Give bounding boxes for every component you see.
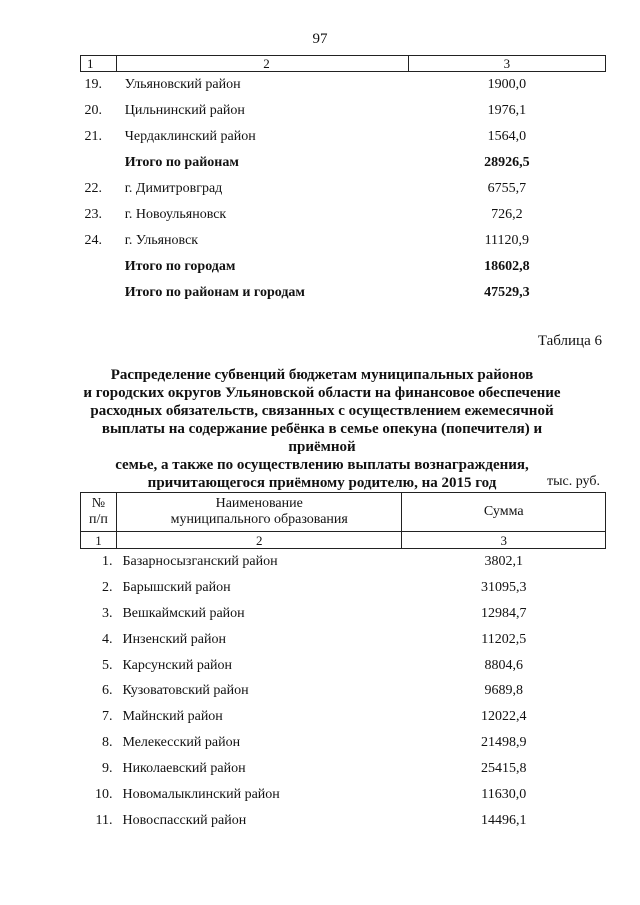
table-row [81, 228, 606, 254]
row-sum: 14496,1 [480, 812, 527, 828]
table-subheader-row [81, 532, 606, 549]
row-sum: 726,2 [491, 207, 523, 222]
table-row [81, 98, 606, 124]
row-name: Базарносызганский район [122, 553, 278, 569]
row-name: г. Димитровград [124, 181, 223, 196]
table-row [81, 653, 606, 679]
row-name: Вешкаймский район [122, 605, 245, 621]
row-sum: 28926,5 [484, 155, 530, 170]
subheader-col-1: 1 [81, 532, 117, 549]
row-sum: 12022,4 [480, 709, 527, 725]
total-row [81, 280, 606, 306]
row-sum: 21498,9 [480, 735, 527, 751]
row-sum: 3802,1 [484, 553, 523, 569]
row-name: Итого по городам [124, 259, 236, 274]
row-sum: 6755,7 [487, 181, 527, 196]
table-row [81, 124, 606, 150]
row-number: 8. [101, 735, 113, 751]
row-name: Майнский район [122, 709, 223, 725]
row-number: 7. [101, 709, 113, 725]
row-number [81, 150, 117, 176]
row-name: Чердаклинский район [124, 129, 256, 144]
row-sum: 1976,1 [487, 103, 527, 118]
table-row [81, 704, 606, 730]
table-row [81, 575, 606, 601]
table-row [81, 601, 606, 627]
row-number: 5. [101, 657, 113, 673]
row-number: 22. [84, 181, 102, 196]
table-caption: Таблица 6 [537, 333, 602, 349]
row-sum: 11120,9 [484, 233, 530, 248]
row-name: Ульяновский район [124, 77, 241, 92]
row-number: 19. [84, 77, 102, 92]
table-row [81, 808, 606, 834]
row-name: Николаевский район [122, 761, 246, 777]
row-name: Итого по районам и городам [124, 285, 305, 300]
row-name: Кузоватовский район [122, 683, 249, 699]
row-number: 24. [84, 233, 102, 248]
row-name: Цильнинский район [124, 103, 245, 118]
row-name: Итого по районам [124, 155, 239, 170]
table-row [81, 549, 606, 575]
header-num [81, 493, 117, 532]
row-number: 2. [101, 579, 113, 595]
title-line: семье, а также по осуществлению выплаты вознаграждения, [115, 457, 529, 473]
title-line: выплаты на содержание ребёнка в семье опекуна (попечителя) и приёмной [101, 421, 543, 455]
table-continued [80, 55, 606, 306]
title-line: причитающегося приёмному родителю, на 2015 год [147, 475, 497, 491]
table-row [81, 176, 606, 202]
header-col-2: 2 [117, 56, 408, 72]
row-number: 4. [101, 631, 113, 647]
header-col-3: 3 [408, 56, 605, 72]
header-sum: Сумма [402, 493, 606, 532]
row-sum: 47529,3 [484, 285, 530, 300]
subheader-col-2: 2 [116, 532, 402, 549]
row-number: 3. [101, 605, 113, 621]
row-number: 23. [84, 207, 102, 222]
row-name: Инзенский район [122, 631, 226, 647]
table-6 [80, 492, 606, 834]
row-name: Барышский район [122, 579, 231, 595]
row-number [81, 280, 117, 306]
row-sum: 31095,3 [480, 579, 527, 595]
title-line: расходных обязательств, связанных с осуществлением ежемесячной [90, 403, 554, 419]
title-line: Распределение субвенций бюджетам муниципальных районов [110, 367, 534, 383]
table-row [81, 678, 606, 704]
row-number: 1. [101, 553, 113, 569]
header-num-line2: п/п [89, 512, 108, 527]
row-sum: 9689,8 [484, 683, 523, 699]
table-header-row [81, 493, 606, 532]
header-name [116, 493, 402, 532]
row-sum: 25415,8 [480, 761, 527, 777]
row-name: Новоспасский район [122, 812, 247, 828]
row-sum: 11630,0 [481, 786, 527, 802]
row-sum: 11202,5 [481, 631, 527, 647]
total-row [81, 150, 606, 176]
page-number: 97 [312, 31, 328, 47]
row-sum: 12984,7 [480, 605, 527, 621]
table-row [81, 730, 606, 756]
row-number: 21. [84, 129, 102, 144]
table-row [81, 627, 606, 653]
row-name: г. Новоульяновск [124, 207, 227, 222]
table-row [81, 782, 606, 808]
title-line: и городских округов Ульяновской области на финансовое обеспечение [83, 385, 561, 401]
row-number: 11. [95, 812, 113, 828]
row-sum: 1564,0 [487, 129, 527, 144]
row-sum: 18602,8 [484, 259, 530, 274]
row-number: 10. [94, 786, 113, 802]
header-name-line2: муниципального образования [170, 512, 348, 527]
row-sum: 1900,0 [487, 77, 527, 92]
row-name: г. Ульяновск [124, 233, 199, 248]
table-row [81, 756, 606, 782]
table-header-row [81, 56, 606, 72]
row-number: 6. [101, 683, 113, 699]
header-num-line1: № [91, 496, 106, 511]
row-number [81, 254, 117, 280]
units-label: тыс. руб. [547, 474, 600, 489]
row-number: 20. [84, 103, 102, 118]
row-number: 9. [101, 761, 113, 777]
row-name: Карсунский район [122, 657, 233, 673]
header-col-1: 1 [81, 56, 117, 72]
row-sum: 8804,6 [484, 657, 523, 673]
header-name-line1: Наименование [215, 496, 303, 511]
table-row [81, 202, 606, 228]
subheader-col-3: 3 [402, 532, 606, 549]
total-row [81, 254, 606, 280]
row-name: Мелекесский район [122, 735, 241, 751]
table-title [72, 366, 572, 492]
table-row [81, 72, 606, 99]
row-name: Новомалыклинский район [122, 786, 280, 802]
